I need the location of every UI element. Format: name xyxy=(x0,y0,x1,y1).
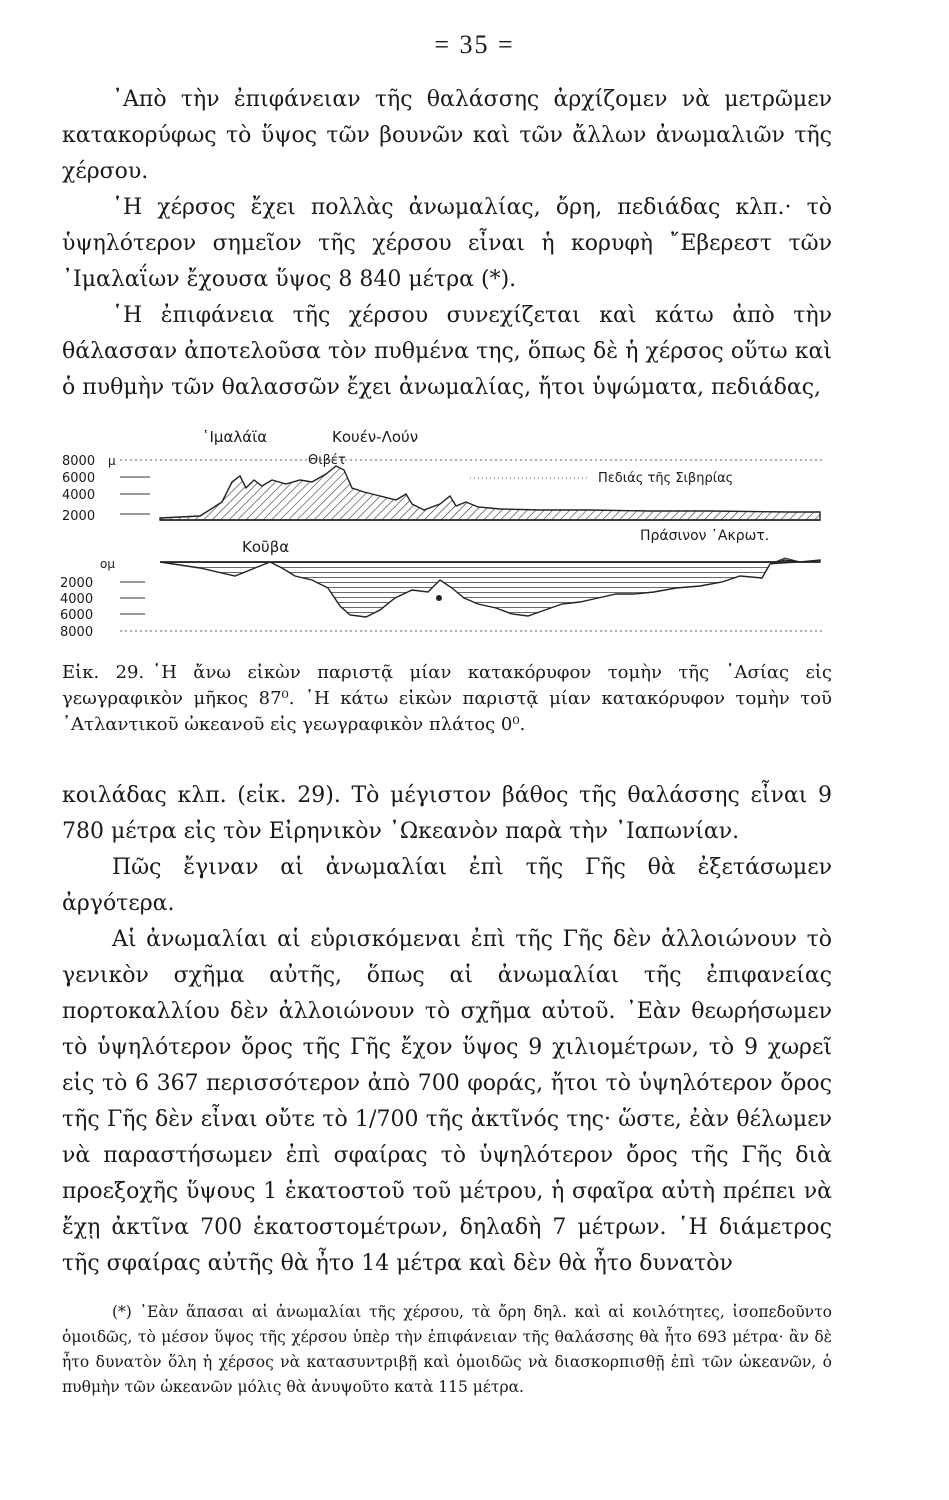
page-number: = 35 = xyxy=(434,30,515,59)
cross-section-svg xyxy=(50,410,840,650)
lower-scale-label: 6000 xyxy=(60,608,94,623)
caption-text: ῾Η ἄνω εἰκὼν παριστᾷ μίαν κατακόρυφον τομὴν τῆς ᾿Ασίας εἰς γεωγραφικὸν μῆκος 87⁰. ῾Η κάτω εἰκὼν παριστᾷ μίαν κατακόρυφον τομὴν τοῦ ᾿Ατλαντικοῦ ὠκεανοῦ εἰς γεωγραφικὸν πλάτος 0⁰. xyxy=(62,662,832,735)
label-siberia: Πεδιάς τῆς Σιβηρίας xyxy=(598,471,734,486)
lower-scale-label: 8000 xyxy=(60,625,94,640)
paragraph: ᾿Απὸ τὴν ἐπιφάνειαν τῆς θαλάσσης ἀρχίζομεν νὰ μετρῶμεν κατακορύφως τὸ ὕψος τῶν βουνῶν καὶ τῶν ἄλλων ἀνωμαλιῶν τῆς χέρσου. xyxy=(62,87,832,184)
upper-unit-label: μ xyxy=(108,454,116,468)
paragraph: ῾Η χέρσος ἔχει πολλὰς ἀνωμαλίας, ὄρη, πεδιάδας κλπ.· τὸ ὑψηλότερον σημεῖον τῆς χέρσου εἶναι ἡ κορυφὴ ῎Εβερεστ τῶν ᾿Ιμαλαΐων ἔχουσα ὕψος 8 840 μέτρα (*). xyxy=(62,195,832,292)
lower-scale-label: 4000 xyxy=(60,592,94,607)
intro-text xyxy=(62,82,832,406)
body-text xyxy=(62,778,832,1282)
figure-caption xyxy=(62,660,832,738)
label-cuba: Κοῦβα xyxy=(242,538,290,556)
african-coast xyxy=(770,558,800,564)
paragraph: κοιλάδας κλπ. (εἰκ. 29). Τὸ μέγιστον βάθος τῆς θαλάσσης εἶναι 9 780 μέτρα εἰς τὸν Εἰρηνικὸν ᾿Ωκεανὸν παρὰ τὴν ᾿Ιαπωνίαν. xyxy=(62,783,832,844)
atlantic-seafloor-profile xyxy=(160,560,820,617)
paragraph: ῾Η ἐπιφάνεια τῆς χέρσου συνεχίζεται καὶ κάτω ἀπὸ τὴν θάλασσαν ἀποτελοῦσα τὸν πυθμένα της, ὅπως δὲ ἡ χέρσος οὕτω καὶ ὁ πυθμὴν τῶν θαλασσῶν ἔχει ἀνωμαλίας, ἤτοι ὑψώματα, πεδιάδας, xyxy=(62,303,832,400)
caption-label: Εἰκ. 29. xyxy=(62,662,145,683)
seamount-mark xyxy=(436,595,442,601)
footnote: (*) ᾿Εὰν ἅπασαι αἱ ἀνωμαλίαι τῆς χέρσου, τὰ ὄρη δηλ. καὶ αἱ κοιλότητες, ἰσοπεδοῦντο ὁμοιδῶς, τὸ μέσον ὕψος τῆς χέρσου ὑπὲρ τὴν ἐπιφάνειαν τῆς θαλάσσης θὰ ἦτο 693 μέτρα· ἂν δὲ ἦτο δυνατὸν ὅλη ἡ χέρσος νὰ κατασυντριβῇ καὶ ὁμοιδῶς νὰ διασκορπισθῇ ἐπὶ τῶν ὠκεανῶν, ὁ πυθμὴν τῶν ὠκεανῶν μόλις θὰ ἀνυψοῦτο κατὰ 115 μέτρα. xyxy=(62,1303,832,1396)
label-tibet: Θιβέτ xyxy=(308,453,346,468)
upper-scale-label: 4000 xyxy=(62,488,96,503)
lower-scale-label: 2000 xyxy=(60,576,94,591)
paragraph: Πῶς ἔγιναν αἱ ἀνωμαλίαι ἐπὶ τῆς Γῆς θὰ ἐξετάσωμεν ἀργότερα. xyxy=(62,855,832,916)
upper-scale-label: 6000 xyxy=(62,471,96,486)
upper-scale-label: 8000 xyxy=(62,454,96,469)
label-kuenlun: Κουέν-Λούν xyxy=(332,428,419,446)
upper-scale-label: 2000 xyxy=(62,509,96,524)
cross-section-figure xyxy=(50,410,840,650)
paragraph: Αἱ ἀνωμαλίαι αἱ εὑρισκόμεναι ἐπὶ τῆς Γῆς δὲν ἀλλοιώνουν τὸ γενικὸν σχῆμα αὐτῆς, ὅπως αἱ ἀνωμαλίαι τῆς ἐπιφανείας πορτοκαλλίου δὲν ἀλλοιώνουν τὸ σχῆμα αὐτοῦ. ᾿Εὰν θεωρήσωμεν τὸ ὑψηλότερον ὄρος τῆς Γῆς ἔχον ὕψος 9 χιλιομέτρων, τὸ 9 χωρεῖ εἰς τὸ 6 367 περισσότερον ἀπὸ 700 φοράς, ἤτοι τὸ ὑψηλότερον ὄρος τῆς Γῆς δὲν εἶναι οὔτε τὸ 1/700 τῆς ἀκτῖνός της· ὥστε, ἐὰν θέλωμεν νὰ παραστήσωμεν ἐπὶ σφαίρας τὸ ὑψηλότερον ὄρος τῆς Γῆς διὰ προεξοχῆς ὕψους 1 ἑκατοστοῦ τοῦ μέτρου, ἡ σφαῖρα αὐτὴ πρέπει νὰ ἔχῃ ἀκτῖνα 700 ἑκατοστομέτρων, δηλαδὴ 7 μέτρων. ῾Η διάμετρος τῆς σφαίρας αὐτῆς θὰ ἦτο 14 μέτρα καὶ δὲν θὰ ἦτο δυνατὸν xyxy=(62,927,832,1276)
label-green-cape: Πράσινον ᾿Ακρωτ. xyxy=(640,528,770,544)
lower-unit-label: ομ xyxy=(100,557,115,571)
label-himalaya: ῾Ιμαλάϊα xyxy=(202,428,268,446)
